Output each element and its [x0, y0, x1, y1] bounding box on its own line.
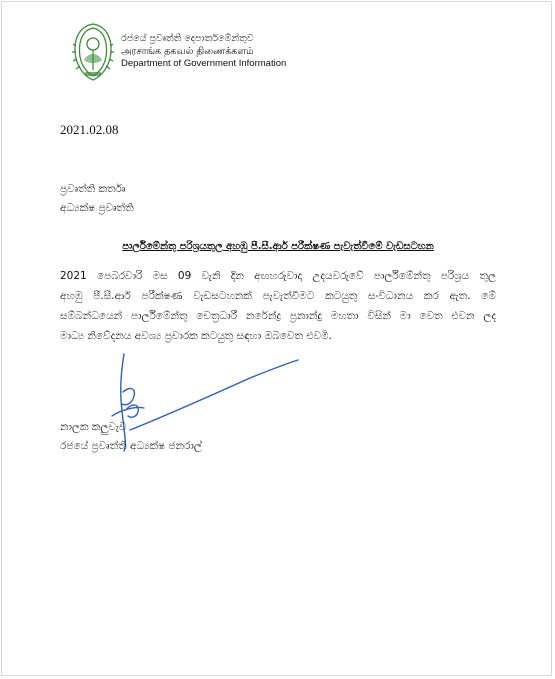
body-line: 2021 පෙබරවාරි මස 09 වැනි දින අඟහරුවාදා උදයවරුවේ පාර්ලිමේන්තු පරිශ්‍රය තුල [60, 270, 496, 282]
letter-body [60, 266, 496, 346]
signatory-name: නාලක කලුවැව [60, 421, 127, 433]
body-line: සම්බන්ධයෙන් පාර්ලිමේන්තු චෙත්‍රධාරී නරේන්ද්‍ර ප්‍රනාන්දු මහතා විසින් මා වෙත එවන ලද [60, 310, 496, 322]
department-name-sinhala: රජයේ ප්‍රවෘත්ති දෙපාර්තමේන්තුව [121, 33, 254, 44]
letterhead-department-names [121, 33, 286, 71]
department-name-tamil: அரசாங்க தகவல் திணைக்களம் [121, 45, 254, 57]
signatory-block [60, 418, 202, 456]
letter-subject: පාර්ලිමේන්තු පරිශ්‍රයතුල අහඹු පී.සී.ආර් පරීක්ෂණ පැවැත්වීමේ වැඩසටහන [122, 241, 434, 252]
letter-date: 2021.02.08 [60, 122, 119, 137]
body-line: අහඹු පී.සී.ආර් පරීක්ෂණ වැඩසටහනක් පැවැත්වීමට කටයුතු සංවිධානය කර ඇත. මේ [60, 290, 496, 302]
recipients-block [60, 180, 134, 218]
department-name-english: Department of Government Information [121, 58, 287, 69]
signatory-title: රජයේ ප්‍රවෘත්ති අධ්‍යක්ෂ ජනරාල් [60, 440, 202, 452]
recipient-line: අධ්‍යක්ෂ ප්‍රවෘත්ති [60, 202, 134, 214]
sri-lanka-national-emblem-icon [70, 22, 116, 84]
recipient-line: ප්‍රවෘත්ති කර්තෘ [60, 183, 126, 195]
body-line: මාධ්‍ය නිවේදනය අවශ්‍ය ප්‍රචාරක කටයුතු සඳහා ඔබවෙත එවමි. [60, 330, 332, 342]
